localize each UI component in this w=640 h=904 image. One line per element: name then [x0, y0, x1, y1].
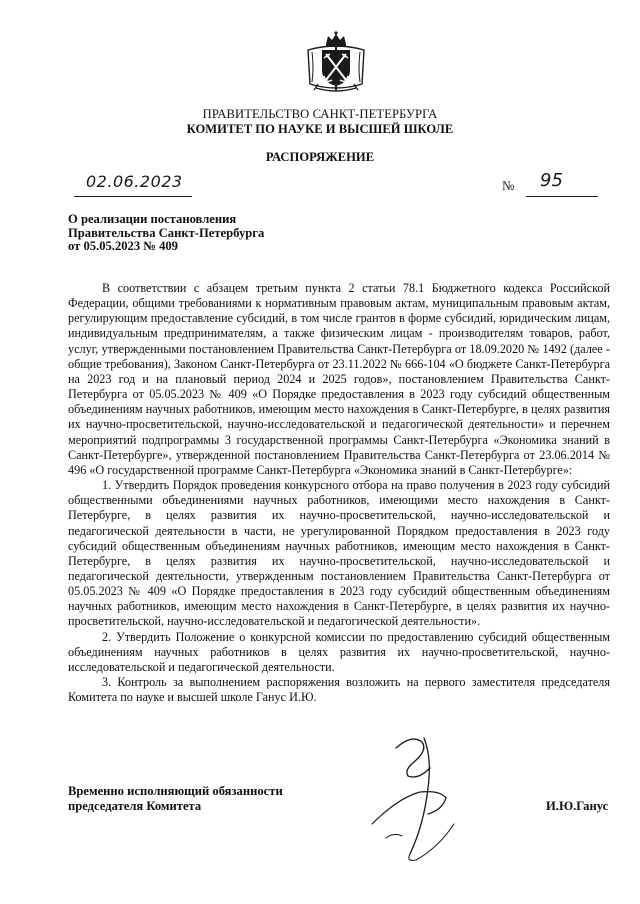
- signer-name: И.Ю.Ганус: [546, 799, 609, 813]
- signer-position: [68, 784, 368, 814]
- date-field: [74, 172, 192, 197]
- subject-line: Правительства Санкт-Петербурга: [68, 225, 265, 240]
- signer-position-line: Временно исполняющий обязанности: [68, 784, 283, 798]
- committee-title: КОМИТЕТ ПО НАУКЕ И ВЫСШЕЙ ШКОЛЕ: [186, 122, 454, 136]
- document-type-title: РАСПОРЯЖЕНИЕ: [265, 150, 375, 164]
- government-title: ПРАВИТЕЛЬСТВО САНКТ-ПЕТЕРБУРГА: [202, 107, 438, 121]
- number-sign: №: [502, 178, 515, 193]
- coat-of-arms-emblem: [302, 30, 370, 94]
- document-body: [68, 281, 610, 705]
- item-1-paragraph: 1. Утвердить Порядок проведения конкурсного отбора на право получения в 2023 году субсидий общественными объединениями научных работников, имеющими место нахождения в Санкт-Петербурге, в целях развития их научно-просветительской, научно-исследовательской и педагогической деятельности в части, не урегулированной Порядком предоставления в 2023 году субсидий общественным объединениям научных работников, имеющим место нахождения в Санкт-Петербурге, в целях развития их научно-просветительской, научно-исследовательской и педагогической деятельности, утвержденным постановлением Правительства Санкт-Петербурга от 05.05.2023 № 409 «О Порядке предоставления в 2023 году субсидий общественным объединениям научных работников, имеющим место нахождения в Санкт-Петербурге, в целях развития их научно-просветительской, научно-исследовательской и педагогической деятельности».: [68, 478, 610, 629]
- document-date: 02.06.2023: [86, 172, 183, 191]
- document-number: 95: [540, 170, 563, 191]
- signer-position-line: председателя Комитета: [68, 799, 202, 813]
- preamble-paragraph: В соответствии с абзацем третьим пункта 2 статьи 78.1 Бюджетного кодекса Российской Федерации, общими требованиями к нормативным правовым актам, муниципальным правовым актам, регулирующим предоставление субсидий, в том числе грантов в форме субсидий, юридическим лицам, индивидуальным предпринимателям, а также физическим лицам - производителям товаров, работ, услуг, утвержденными постановлением Правительства Санкт-Петербурга от 18.09.2020 № 1492 (далее - общие требования), Законом Санкт-Петербурга от 23.11.2022 № 666-104 «О бюджете Санкт-Петербурга на 2023 год и на плановый период 2024 и 2025 годов», постановлением Правительства Санкт-Петербурга от 05.05.2023 № 409 «О Порядке предоставления в 2023 году субсидий общественным объединениям научных работников, имеющим место нахождения в Санкт-Петербурге, в целях развития их научно-просветительской, научно-исследовательской и педагогической деятельности» и перечнем мероприятий подпрограммы 3 государственной программы Санкт-Петербурга «Экономика знаний в Санкт-Петербурге», утвержденной постановлением Правительства Санкт-Петербурга от 23.06.2014 № 496 «О государственной программе Санкт-Петербурга «Экономика знаний в Санкт-Петербурге»:: [68, 281, 610, 477]
- document-subject: [68, 213, 368, 254]
- handwritten-signature: [358, 728, 476, 868]
- subject-line: О реализации постановления: [68, 212, 237, 226]
- item-3-paragraph: 3. Контроль за выполнением распоряжения возложить на первого заместителя председателя Комитета по науке и высшей школе Ганус И.Ю.: [68, 675, 610, 705]
- subject-line: от 05.05.2023 № 409: [68, 239, 178, 254]
- number-field: [526, 172, 598, 197]
- item-2-paragraph: 2. Утвердить Положение о конкурсной комиссии по предоставлению субсидий общественным объединениям научных работников в целях развития их научно-просветительской, научно-исследовательской и педагогической деятельности.: [68, 629, 610, 674]
